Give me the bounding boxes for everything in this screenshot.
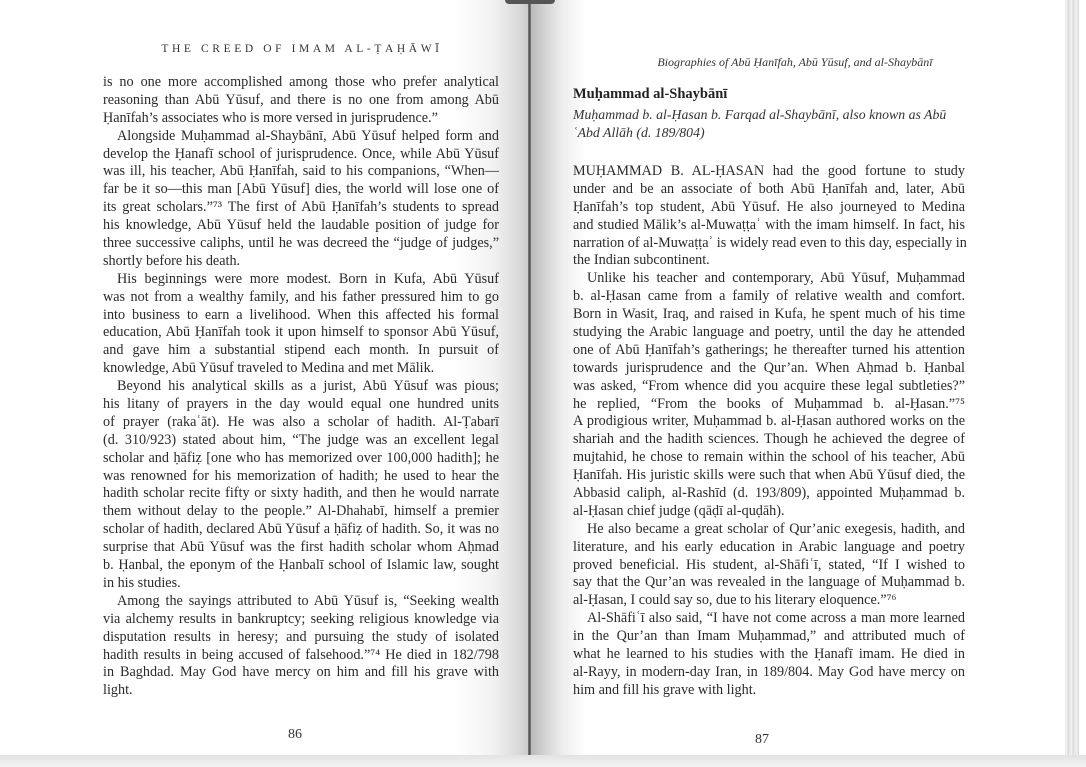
text-line: develop the Ḥanafī school of jurisprudence. Once, while Abū Yūsuf [103,145,499,162]
text-line: MUḤAMMAD B. AL-ḤASAN had the good fortune to study [573,163,965,179]
text-line: towards jurisprudence and the Qur’an. When Aḥmad b. Ḥanbal [573,359,965,376]
text-line: shortly before his death. [103,252,241,269]
section-title: Muḥammad al-Shaybānī [573,86,728,102]
text-line: three successive caliphs, until he was decreed the “judge of judges,” [103,235,499,252]
gutter-binding-shadow [505,0,555,4]
text-line: shariah and the hadith sciences. Though he achieved the degree of [573,431,965,448]
text-line: in the Qur’an than Imam Muḥammad,” and attributed much of [573,628,965,645]
right-page-number: 87 [755,732,769,747]
text-line: A prodigious writer, Muḥammad b. al-Ḥasan authored works on the [573,413,965,430]
text-line: light. [103,682,133,699]
text-line: them without delay to the people.” Al-Dhahabī, himself a premier [103,503,499,520]
text-line: one of Abū Ḥanīfah’s gatherings; he thereafter turned his attention [573,341,965,358]
text-line: scholar of hadith, declared Abū Yūsuf a ḥāfiẓ of hadith. So, it was no [103,521,499,538]
text-line: via alchemy results in bankruptcy; seeking religious knowledge via [103,610,499,627]
text-line: and studied Mālik’s al-Muwaṭṭaʾ with the imam himself. In fact, his [573,216,965,233]
text-line: He also became a great scholar of Qur’anic exegesis, hadith, and [587,520,965,537]
left-page-number: 86 [288,727,302,742]
text-line: say that the Qur’an was revealed in the language of Muḥammad b. [573,574,965,591]
text-line: is no one more accomplished among those who prefer analytical [103,74,499,90]
text-line: His beginnings were more modest. Born in Kufa, Abū Yūsuf [117,270,499,287]
text-line: Abbasid caliph, al-Rashīd (d. 193/809), appointed Muḥammad b. [573,485,965,502]
text-line: its great scholars.”⁷³ The first of Abū Ḥanīfah’s students to spread [103,199,499,216]
text-line: in his studies. [103,574,181,591]
text-line: Unlike his teacher and contemporary, Abū Yūsuf, Muḥammad [587,270,965,287]
text-line: was not from a wealthy family, and his father pressured him to go [103,288,499,305]
section-subtitle: Muḥammad b. al-Ḥasan b. Farqad al-Shaybānī, also known as Abū ʿAbd Allāh (d. 189/804) [573,107,947,140]
text-line: education, Abū Ḥanīfah took it upon himself to sponsor Abū Yūsuf, [103,324,499,341]
page-edges [1065,0,1079,760]
text-line: him and fill his grave with light. [573,681,757,698]
text-line: al-Rayy, in modern-day Iran, in 189/804. May God have mercy on [573,663,965,680]
text-line: Ḥanīfah. His juristic skills were such that when Abū Yūsuf died, the [573,467,965,484]
left-body-text [103,74,499,700]
text-line: Among the sayings attributed to Abū Yūsuf is, “Seeking wealth [117,592,499,609]
text-line: was ill, his teacher, Abū Ḥanīfah, said to his companions, “When— [103,163,499,180]
text-line: disputation results in heresy; and pursuing the study of isolated [103,628,499,645]
text-line: of prayer (rakaʿāt). He was also a scholar of hadith. Al-Ṭabarī [103,413,499,430]
text-line: was asked, “From whence did you acquire these legal subtleties?” [573,377,965,394]
text-line: and gave him a substantial stipend each month. In pursuit of [103,342,499,359]
text-line: reasoning than Abū Yūsuf, and there is no one from among Abū [103,91,499,108]
bottom-page-edge [0,755,1086,767]
text-line: his litany of prayers in the day would equal one hundred units [103,396,499,413]
text-line: hadith scholar recite fifty or sixty hadith, and then he would narrate [103,485,499,502]
text-line: into business to earn a livelihood. When this affected his formal [103,306,499,323]
text-line: al-Ḥasan, I could say so, due to his literary eloquence.”⁷⁶ [573,592,897,609]
text-line: Alongside Muḥammad al-Shaybānī, Abū Yūsuf helped form and [117,127,499,144]
text-line: proved beneficial. His student, al-Shāfiʿī, stated, “If I wished to [573,556,965,573]
text-line: knowledge, Abū Yūsuf traveled to Medina and met Mālik. [103,360,435,377]
text-line: al-Ḥasan chief judge (qāḍī al-quḍāh). [573,502,785,519]
left-running-head: THE CREED OF IMAM AL-ṬAḤĀWĪ [161,43,443,55]
right-body-text [573,163,965,700]
text-line: hadith results in being accused of falsehood.”⁷⁴ He died in 182/798 [103,646,499,663]
right-running-head: Biographies of Abū Ḥanīfah, Abū Yūsuf, and al-Shaybānī [657,55,933,69]
text-line: Ḥanīfah’s associates who is more versed in jurisprudence.” [103,109,438,126]
text-line: literature, and his early education in Arabic language and poetry [573,538,965,555]
text-line: the Indian subcontinent. [573,252,710,269]
text-line: b. al-Ḥasan came from a family of relative wealth and comfort. [573,288,965,305]
text-line: his knowledge, Abū Yūsuf held the laudable position of judge for [103,217,499,234]
text-line: far be it so—this man [Abū Yūsuf] dies, the world will lose one of [103,181,499,198]
text-line: narration of al-Muwaṭṭaʾ is widely read even to this day, especially in [573,234,967,251]
text-line: scholar and ḥāfiẓ [one who has memorized over 100,000 hadith]; he [103,449,499,466]
text-line: mujtahid, he chose to remain within the school of his teacher, Abū [573,449,965,466]
text-line: in Baghdad. May God have mercy on him and fill his grave with [103,664,499,681]
text-line: Ḥanīfah’s top student, Abū Yūsuf. He also journeyed to Medina [573,198,965,215]
text-line: was renowned for his memorization of hadith; he used to hear the [103,467,499,484]
text-line: b. Ḥanbal, the eponym of the Ḥanbalī school of Islamic law, sought [103,557,499,574]
text-line: (d. 310/923) stated about him, “The judge was an excellent legal [103,431,499,448]
text-line: Born in Wasit, Iraq, and raised in Kufa, he spent much of his time [573,306,965,323]
text-line: surprise that Abū Yūsuf was the first hadith scholar whom Aḥmad [103,539,499,556]
book-gutter [528,0,531,767]
text-line: he replied, “From the books of Muḥammad b. al-Ḥasan.”⁷⁵ [573,395,965,412]
text-line: studying the Arabic language and poetry, until the day he attended [573,324,965,341]
text-line: under and be an associate of both Abū Ḥanīfah and, later, Abū [573,180,965,197]
text-line: Al-Shāfiʿī also said, “I have not come across a man more learned [587,610,965,627]
text-line: Beyond his analytical skills as a jurist, Abū Yūsuf was pious; [117,378,499,395]
text-line: what he learned to his studies with the Ḥanafī imam. He died in [573,646,965,663]
